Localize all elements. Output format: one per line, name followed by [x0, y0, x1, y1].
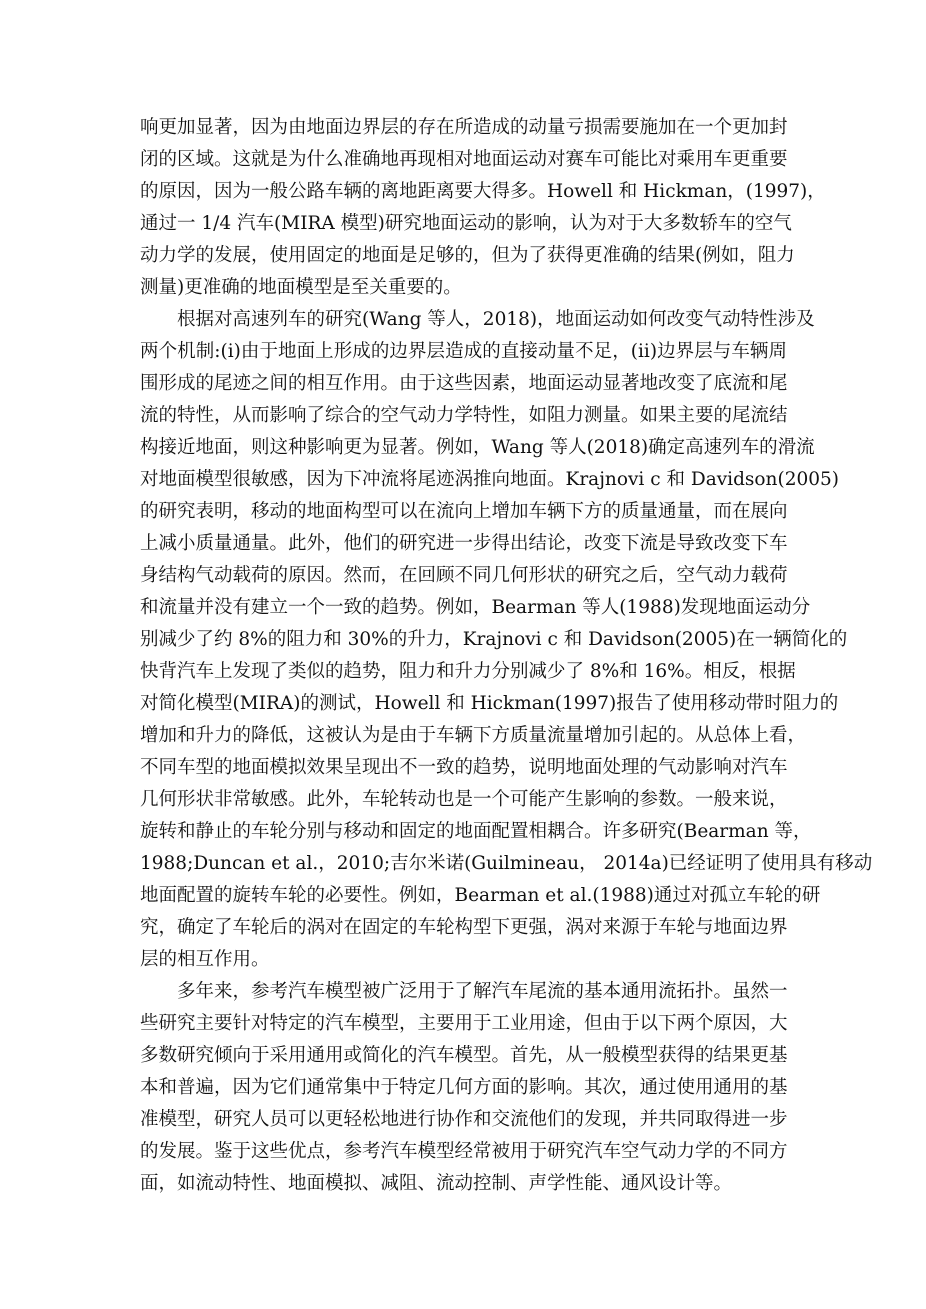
text-line: 围形成的尾迹之间的相互作用。由于这些因素，地面运动显著地改变了底流和尾: [140, 373, 788, 394]
text-line: 构接近地面，则这种影响更为显著。例如，Wang 等人(2018)确定高速列车的滑流: [140, 437, 815, 458]
text-line: 多年来，参考汽车模型被广泛用于了解汽车尾流的基本通用流拓扑。虽然一: [177, 981, 788, 1002]
text-line: 和流量并没有建立一个一致的趋势。例如，Bearman 等人(1988)发现地面运动分: [140, 597, 811, 618]
text-line: 别减少了约 8%的阻力和 30%的升力，Krajnovi c 和 Davidson(2005)在一辆简化的: [140, 629, 848, 650]
paragraph: [140, 304, 873, 976]
text-line: 两个机制:(i)由于地面上形成的边界层造成的直接动量不足，(ii)边界层与车辆周: [140, 341, 787, 362]
text-line: 多数研究倾向于采用通用或简化的汽车模型。首先，从一般模型获得的结果更基: [140, 1045, 788, 1066]
text-line: 闭的区域。这就是为什么准确地再现相对地面运动对赛车可能比对乘用车更重要: [140, 149, 788, 170]
text-line: 动力学的发展，使用固定的地面是足够的，但为了获得更准确的结果(例如，阻力: [140, 245, 795, 266]
text-line: 根据对高速列车的研究(Wang 等人，2018)，地面运动如何改变气动特性涉及: [177, 309, 815, 330]
text-line: 身结构气动载荷的原因。然而，在回顾不同几何形状的研究之后，空气动力载荷: [140, 565, 788, 586]
text-line: 几何形状非常敏感。此外，车轮转动也是一个可能产生影响的参数。一般来说，: [140, 789, 788, 810]
text-line: 测量)更准确的地面模型是至关重要的。: [140, 277, 462, 298]
text-line: 旋转和静止的车轮分别与移动和固定的地面配置相耦合。许多研究(Bearman 等，: [140, 821, 812, 842]
text-line: 些研究主要针对特定的汽车模型，主要用于工业用途，但由于以下两个原因，大: [140, 1013, 788, 1034]
text-line: 流的特性，从而影响了综合的空气动力学特性，如阻力测量。如果主要的尾流结: [140, 405, 788, 426]
paragraph: [140, 112, 826, 304]
text-line: 层的相互作用。: [140, 949, 270, 970]
text-line: 地面配置的旋转车轮的必要性。例如，Bearman et al.(1988)通过对孤立车轮的研: [140, 885, 821, 906]
text-line: 上减小质量通量。此外，他们的研究进一步得出结论，改变下流是导致改变下车: [140, 533, 788, 554]
text-line: 的发展。鉴于这些优点，参考汽车模型经常被用于研究汽车空气动力学的不同方: [140, 1141, 788, 1162]
text-line: 增加和升力的降低，这被认为是由于车辆下方质量流量增加引起的。从总体上看，: [140, 725, 807, 746]
text-line: 的研究表明，移动的地面构型可以在流向上增加车辆下方的质量通量，而在展向: [140, 501, 788, 522]
text-line: 的原因，因为一般公路车辆的离地距离要大得多。Howell 和 Hickman，(1997)，: [140, 181, 826, 202]
text-line: 对地面模型很敏感，因为下冲流将尾迹涡推向地面。Krajnovi c 和 Davidson(2005): [140, 469, 839, 490]
text-line: 通过一 1/4 汽车(MIRA 模型)研究地面运动的影响，认为对于大多数轿车的空气: [140, 213, 792, 234]
text-line: 不同车型的地面模拟效果呈现出不一致的趋势，说明地面处理的气动影响对汽车: [140, 757, 788, 778]
text-line: 面，如流动特性、地面模拟、减阻、流动控制、声学性能、通风设计等。: [140, 1173, 733, 1194]
text-line: 本和普遍，因为它们通常集中于特定几何方面的影响。其次，通过使用通用的基: [140, 1077, 788, 1098]
text-line: 响更加显著，因为由地面边界层的存在所造成的动量亏损需要施加在一个更加封: [140, 117, 788, 138]
text-line: 1988;Duncan et al.，2010;吉尔米诺(Guilmineau， 2014a)已经证明了使用具有移动: [140, 853, 873, 874]
text-line: 究，确定了车轮后的涡对在固定的车轮构型下更强，涡对来源于车轮与地面边界: [140, 917, 788, 938]
text-line: 准模型，研究人员可以更轻松地进行协作和交流他们的发现，并共同取得进一步: [140, 1109, 788, 1130]
text-line: 快背汽车上发现了类似的趋势，阻力和升力分别减少了 8%和 16%。相反，根据: [140, 661, 796, 682]
text-line: 对简化模型(MIRA)的测试，Howell 和 Hickman(1997)报告了使用移动带时阻力的: [140, 693, 839, 714]
body-text: [140, 112, 873, 1200]
paragraph: [140, 976, 787, 1200]
